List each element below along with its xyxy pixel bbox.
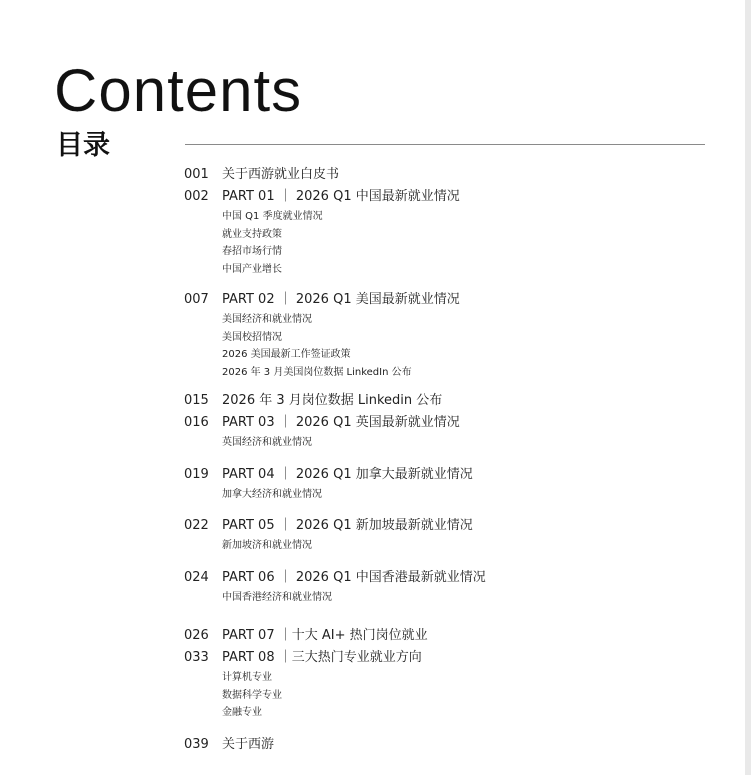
toc-heading: PART 05 ｜ 2026 Q1 新加坡最新就业情况 (222, 518, 473, 533)
toc-entry[interactable] (184, 187, 704, 278)
toc-page-number: 015 (184, 393, 209, 408)
toc-subheading: 数据科学专业 (222, 689, 282, 701)
toc-subheading: 2026 年 3 月美国岗位数据 LinkedIn 公布 (222, 366, 412, 378)
toc-entry[interactable] (184, 516, 704, 555)
page-edge (745, 0, 751, 775)
toc-subheading: 新加坡济和就业情况 (222, 540, 312, 551)
toc-heading: PART 03 ｜ 2026 Q1 英国最新就业情况 (222, 415, 460, 430)
toc-entry[interactable] (184, 465, 704, 504)
toc-entry[interactable] (184, 648, 704, 722)
toc-page-number: 039 (184, 736, 209, 752)
toc-subheading: 美国校招情况 (222, 331, 282, 343)
toc-page-number: 002 (184, 189, 209, 204)
toc-heading: 关于西游就业白皮书 (222, 167, 340, 182)
toc-heading: 关于西游 (222, 736, 275, 752)
toc-heading: PART 08 ｜三大热门专业就业方向 (222, 650, 422, 665)
toc-entry[interactable] (184, 290, 704, 381)
toc-entry[interactable] (184, 735, 704, 755)
title-divider (185, 144, 705, 145)
toc-entry[interactable] (184, 626, 704, 646)
toc-heading: PART 07 ｜十大 AI+ 热门岗位就业 (222, 628, 428, 643)
toc-entry[interactable] (184, 413, 704, 452)
toc-subheading: 中国产业增长 (222, 263, 282, 275)
toc-heading: PART 04 ｜ 2026 Q1 加拿大最新就业情况 (222, 466, 473, 482)
toc-page-number: 001 (184, 167, 209, 182)
toc-page-number: 019 (184, 466, 209, 482)
toc-page-number: 024 (184, 569, 209, 585)
toc-subheading: 就业支持政策 (222, 228, 282, 240)
table-of-contents (184, 165, 704, 755)
toc-heading: 2026 年 3 月岗位数据 Linkedin 公布 (222, 393, 443, 408)
toc-subheading: 美国经济和就业情况 (222, 314, 312, 325)
toc-entry[interactable] (184, 165, 704, 185)
toc-heading: PART 06 ｜ 2026 Q1 中国香港最新就业情况 (222, 569, 486, 585)
toc-subheading: 金融专业 (222, 707, 262, 718)
toc-heading: PART 02 ｜ 2026 Q1 美国最新就业情况 (222, 292, 460, 307)
toc-page-number: 033 (184, 650, 209, 665)
toc-heading: PART 01 ｜ 2026 Q1 中国最新就业情况 (222, 189, 460, 204)
toc-entry[interactable] (184, 568, 704, 607)
toc-page-number: 016 (184, 415, 209, 430)
toc-subheading: 加拿大经济和就业情况 (222, 488, 322, 500)
contents-title: Contents (54, 57, 303, 124)
toc-subheading: 计算机专业 (222, 672, 272, 683)
toc-page-number: 026 (184, 628, 209, 643)
toc-entry[interactable] (184, 391, 704, 411)
toc-subheading: 春招市场行情 (222, 246, 282, 257)
toc-page-number: 022 (184, 518, 209, 533)
toc-page-number: 007 (184, 292, 209, 307)
toc-subheading: 英国经济和就业情况 (222, 437, 312, 448)
contents-title-zh: 目录 (56, 130, 110, 161)
toc-subheading: 中国香港经济和就业情况 (222, 591, 332, 603)
toc-subheading: 2026 美国最新工作签证政策 (222, 349, 351, 360)
toc-subheading: 中国 Q1 季度就业情况 (222, 211, 323, 222)
